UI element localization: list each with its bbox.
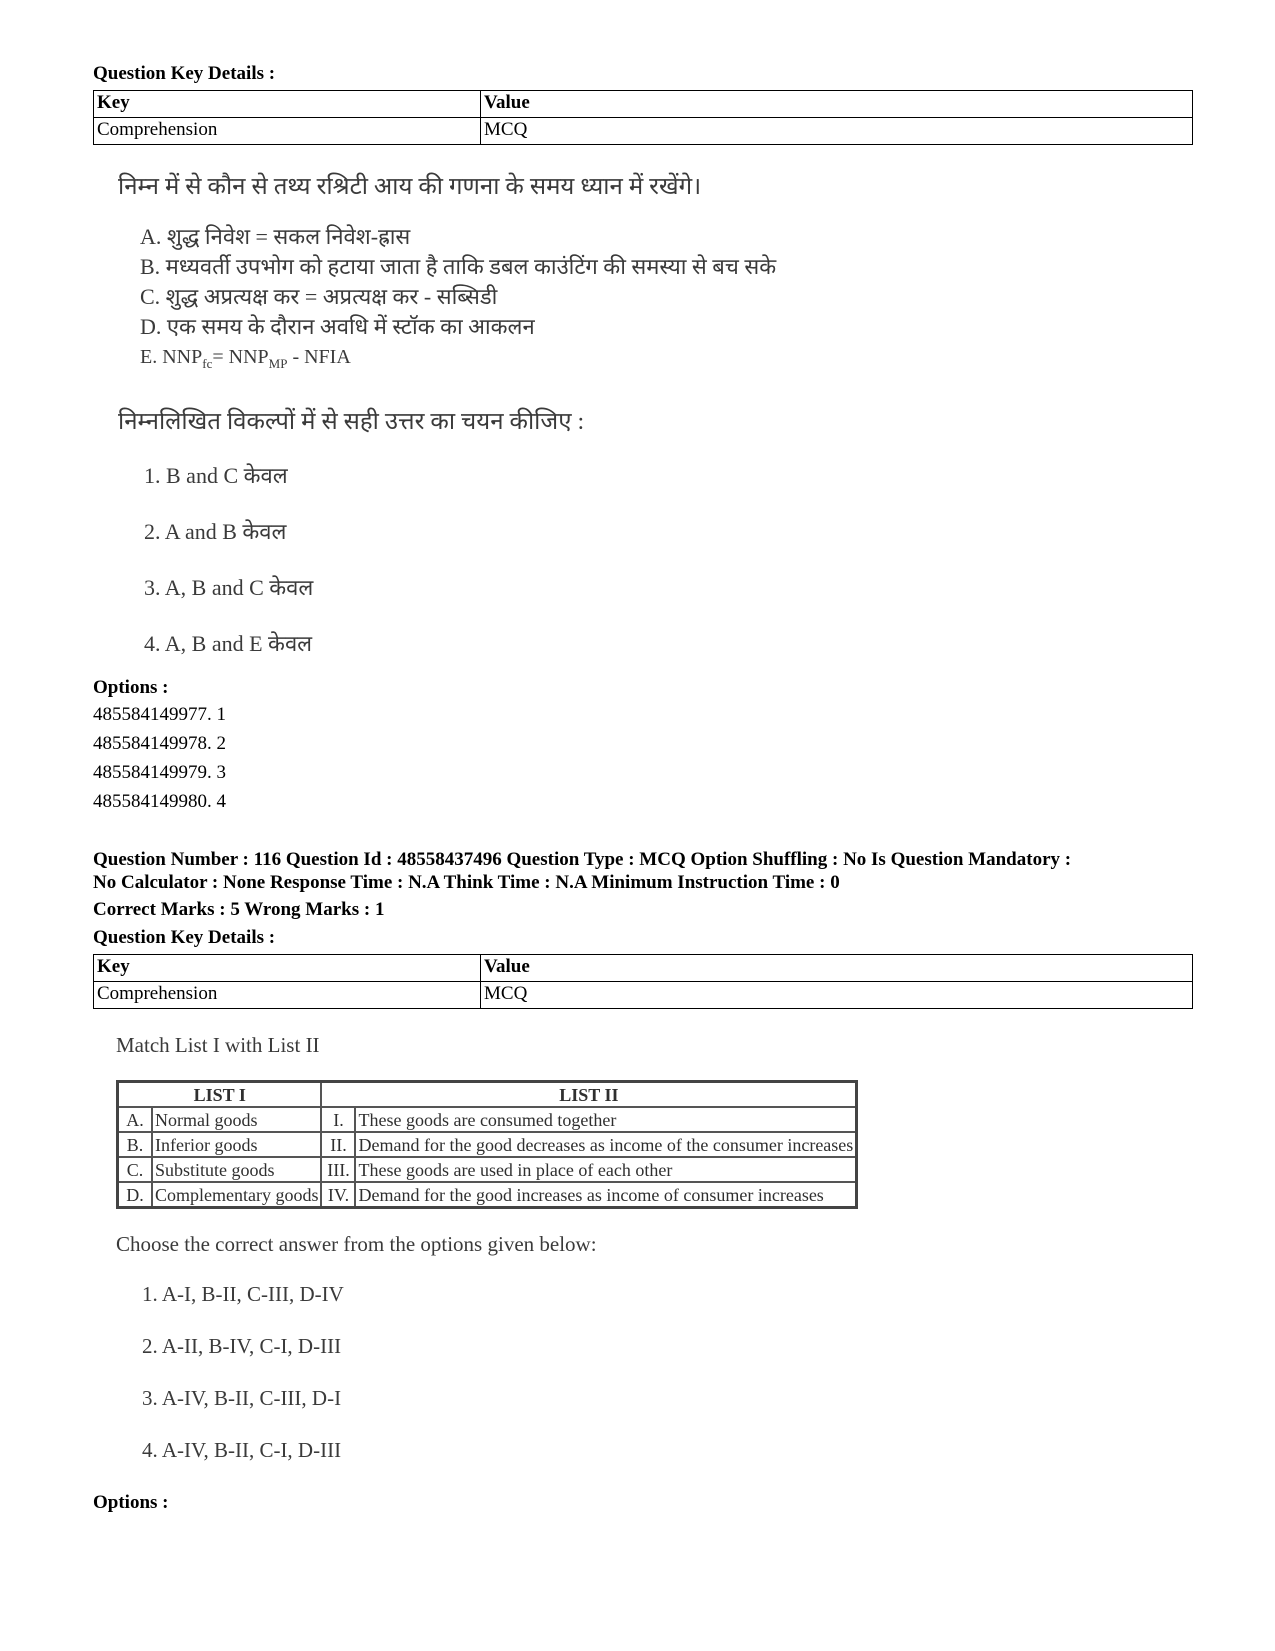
answer-3: 3. A, B and C केवल (144, 575, 314, 600)
list-i-header: LIST I (118, 1082, 322, 1108)
statement-e-sub-mp: MP (268, 356, 288, 371)
table-row (94, 982, 1193, 1009)
list-ii-header: LIST II (321, 1082, 856, 1108)
answer-list (144, 463, 1018, 671)
list-i-item: Complementary goods (152, 1182, 321, 1208)
table-cell-value: MCQ (481, 982, 1193, 1009)
list-ii-item: These goods are used in place of each other (355, 1157, 856, 1182)
option-row: 485584149978. 2 (93, 733, 226, 754)
table-header-row (94, 91, 1193, 118)
list-ii-numeral: III. (321, 1157, 355, 1182)
answer-2: 2. A-II, B-IV, C-I, D-III (142, 1334, 342, 1358)
table-header-row (94, 955, 1193, 982)
answer-1: 1. B and C केवल (144, 463, 288, 488)
list-ii-numeral: II. (321, 1132, 355, 1157)
statement-e (140, 342, 1018, 379)
options-label-1: Options : (93, 677, 169, 698)
key-details-table-2 (93, 954, 1193, 1009)
table-cell-key: Comprehension (94, 118, 481, 145)
table-header-value: Value (481, 955, 1193, 982)
list-ii-item: Demand for the good increases as income of consumer increases (355, 1182, 856, 1208)
list-row (118, 1107, 857, 1132)
answer-4: 4. A, B and E केवल (144, 631, 313, 656)
key-details-label-2: Question Key Details : (93, 927, 276, 948)
list-row (118, 1182, 857, 1208)
key-details-table-1 (93, 90, 1193, 145)
answer-1: 1. A-I, B-II, C-III, D-IV (142, 1282, 344, 1306)
statement-e-mid: = NNP (212, 346, 269, 368)
choose-text: निम्नलिखित विकल्पों में से सही उत्तर का चयन कीजिए : (118, 409, 585, 435)
table-row (94, 118, 1193, 145)
answer-3: 3. A-IV, B-II, C-III, D-I (142, 1386, 342, 1410)
option-row: 485584149980. 4 (93, 791, 226, 812)
statement-e-sub-fc: fc (202, 356, 213, 371)
list-i-item: Normal goods (152, 1107, 321, 1132)
answer-4: 4. A-IV, B-II, C-I, D-III (142, 1438, 342, 1462)
statement-c: C. शुद्ध अप्रत्यक्ष कर = अप्रत्यक्ष कर - सब्सिडी (140, 284, 498, 309)
list-i-item: Substitute goods (152, 1157, 321, 1182)
answer-list (142, 1281, 1016, 1467)
options-list-1 (93, 700, 226, 816)
list-row (118, 1132, 857, 1157)
list-ii-item: These goods are consumed together (355, 1107, 856, 1132)
statement-e-prefix: E. NNP (140, 346, 203, 368)
question-image-2 (116, 1032, 1016, 1467)
marks-line: Correct Marks : 5 Wrong Marks : 1 (93, 899, 385, 920)
option-row: 485584149979. 3 (93, 762, 226, 783)
statement-d: D. एक समय के दौरान अवधि में स्टॉक का आकलन (140, 314, 535, 339)
table-header-key: Key (94, 955, 481, 982)
list-ii-numeral: IV. (321, 1182, 355, 1208)
statement-b: B. मध्यवर्ती उपभोग को हटाया जाता है ताकि डबल काउंटिंग की समस्या से बच सके (140, 254, 777, 279)
options-label-2: Options : (93, 1492, 169, 1513)
table-header-value: Value (481, 91, 1193, 118)
answer-2: 2. A and B केवल (144, 519, 287, 544)
list-i-letter: D. (118, 1182, 153, 1208)
question-text: Match List I with List II (116, 1033, 320, 1057)
question-meta-line-2: No Calculator : None Response Time : N.A Think Time : N.A Minimum Instruction Time : 0 (93, 872, 840, 893)
statement-list (140, 222, 1018, 379)
statement-a: A. शुद्ध निवेश = सकल निवेश-ह्रास (140, 224, 411, 249)
question-meta (93, 848, 1203, 894)
question-image-1 (118, 172, 1018, 671)
list-header-row (118, 1082, 857, 1108)
question-meta-line-1: Question Number : 116 Question Id : 48558437496 Question Type : MCQ Option Shuffling : No Is Question Mandatory : (93, 849, 1072, 870)
option-row: 485584149977. 1 (93, 704, 226, 725)
table-header-key: Key (94, 91, 481, 118)
list-i-letter: B. (118, 1132, 153, 1157)
list-ii-numeral: I. (321, 1107, 355, 1132)
table-cell-key: Comprehension (94, 982, 481, 1009)
table-cell-value: MCQ (481, 118, 1193, 145)
list-i-item: Inferior goods (152, 1132, 321, 1157)
question-text: निम्न में से कौन से तथ्य रश्रिटी आय की गणना के समय ध्यान में रखेंगे। (118, 174, 702, 200)
list-i-letter: C. (118, 1157, 153, 1182)
key-details-label-1: Question Key Details : (93, 63, 276, 84)
statement-e-suffix: - NFIA (287, 346, 351, 368)
choose-text: Choose the correct answer from the options given below: (116, 1232, 597, 1256)
list-i-letter: A. (118, 1107, 153, 1132)
match-list-table (116, 1080, 858, 1209)
list-ii-item: Demand for the good decreases as income of the consumer increases (355, 1132, 856, 1157)
list-row (118, 1157, 857, 1182)
